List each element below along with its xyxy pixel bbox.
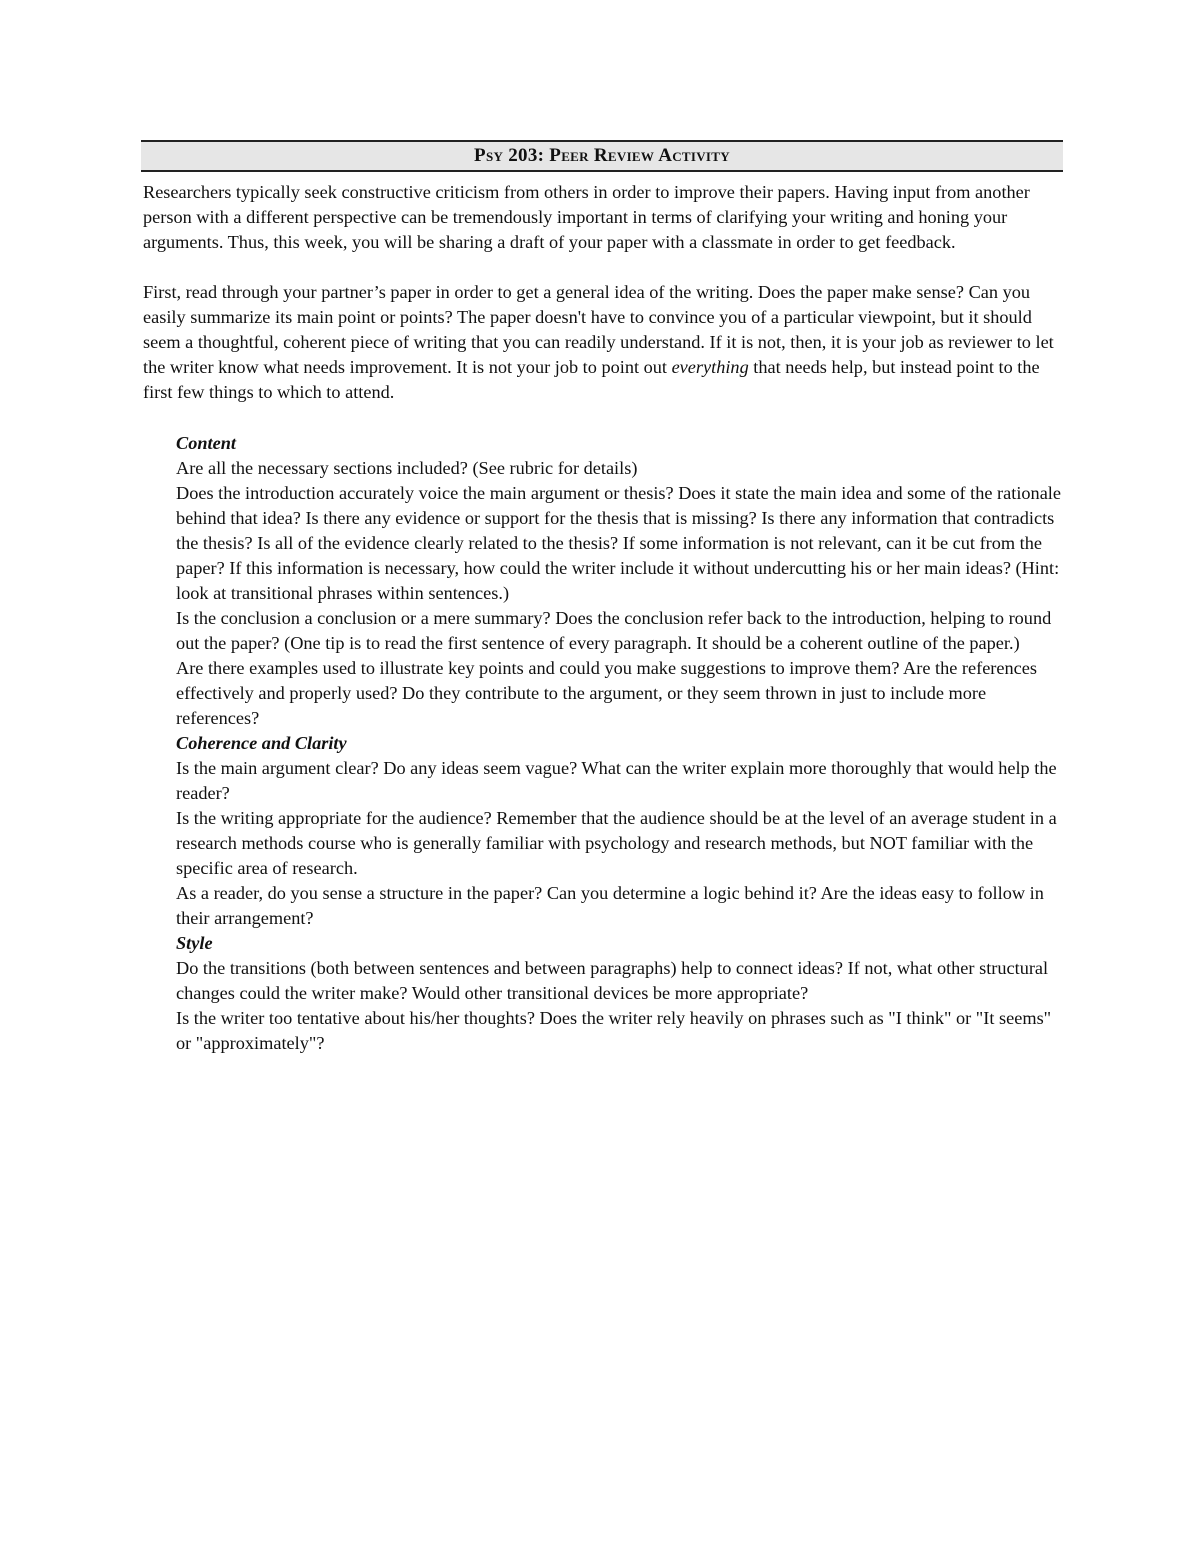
- coherence-paragraph: Is the main argument clear? Do any ideas seem vague? What can the writer explain more thoroughly that would help the reader?: [176, 758, 1057, 803]
- intro-paragraph-1: Researchers typically seek constructive criticism from others in order to improve their papers. Having input from another person with a different perspective can be tremendously important in terms of clarifying your writing and honing your arguments. Thus, this week, you will be sharing a draft of your paper with a classmate in order to get feedback.: [143, 182, 1030, 252]
- page-title: Psy 203: Peer Review Activity: [141, 140, 1063, 172]
- content-paragraph: Is the conclusion a conclusion or a mere summary? Does the conclusion refer back to the introduction, helping to round out the paper? (One tip is to read the first sentence of every paragraph. It should be a coherent outline of the paper.): [176, 608, 1052, 653]
- style-paragraph: Do the transitions (both between sentences and between paragraphs) help to connect ideas? If not, what other structural changes could the writer make? Would other transitional devices be more appropriate?: [176, 958, 1049, 1003]
- style-paragraph: Is the writer too tentative about his/her thoughts? Does the writer rely heavily on phrases such as "I think" or "It seems" or "approximately"?: [176, 1008, 1052, 1053]
- content-paragraph: Are there examples used to illustrate key points and could you make suggestions to improve them? Are the references effectively and properly used? Do they contribute to the argument, or they seem thrown in just to include more references?: [176, 658, 1037, 728]
- section-heading-coherence: Coherence and Clarity: [176, 733, 347, 753]
- intro-paragraph-2: [143, 280, 1063, 405]
- coherence-paragraph: As a reader, do you sense a structure in the paper? Can you determine a logic behind it? Are the ideas easy to follow in their arrangement?: [176, 883, 1044, 928]
- review-sections: [176, 431, 1063, 1056]
- intro-paragraph-2-text-end: that needs help, but instead point to the first few things to which to attend.: [143, 357, 1040, 402]
- intro-paragraph-2-emphasis: everything: [671, 357, 749, 377]
- intro-paragraph-2-text: First, read through your partner’s paper in order to get a general idea of the writing. Does the paper make sense? Can you easily summarize its main point or points? The paper doesn't have to convince you of a particular viewpoint, but it should seem a thoughtful, coherent piece of writing that you can readily understand. If it is not, then, it is your job as reviewer to let the writer know what needs improvement. It is not your job to point out: [143, 282, 1054, 377]
- section-heading-style: Style: [176, 933, 213, 953]
- intro-section: [143, 180, 1063, 405]
- content-paragraph: Does the introduction accurately voice the main argument or thesis? Does it state the main idea and some of the rationale behind that idea? Is there any evidence or support for the thesis that is missing? Is there any information that contradicts the thesis? Is all of the evidence clearly related to the thesis? If some information is not relevant, can it be cut from the paper? If this information is necessary, how could the writer include it without undercutting his or her main ideas? (Hint: look at transitional phrases within sentences.): [176, 483, 1061, 603]
- document-body: [143, 180, 1063, 1056]
- content-paragraph: Are all the necessary sections included? (See rubric for details): [176, 458, 638, 478]
- section-heading-content: Content: [176, 433, 236, 453]
- coherence-paragraph: Is the writing appropriate for the audience? Remember that the audience should be at the level of an average student in a research methods course who is generally familiar with psychology and research methods, but NOT familiar with the specific area of research.: [176, 808, 1057, 878]
